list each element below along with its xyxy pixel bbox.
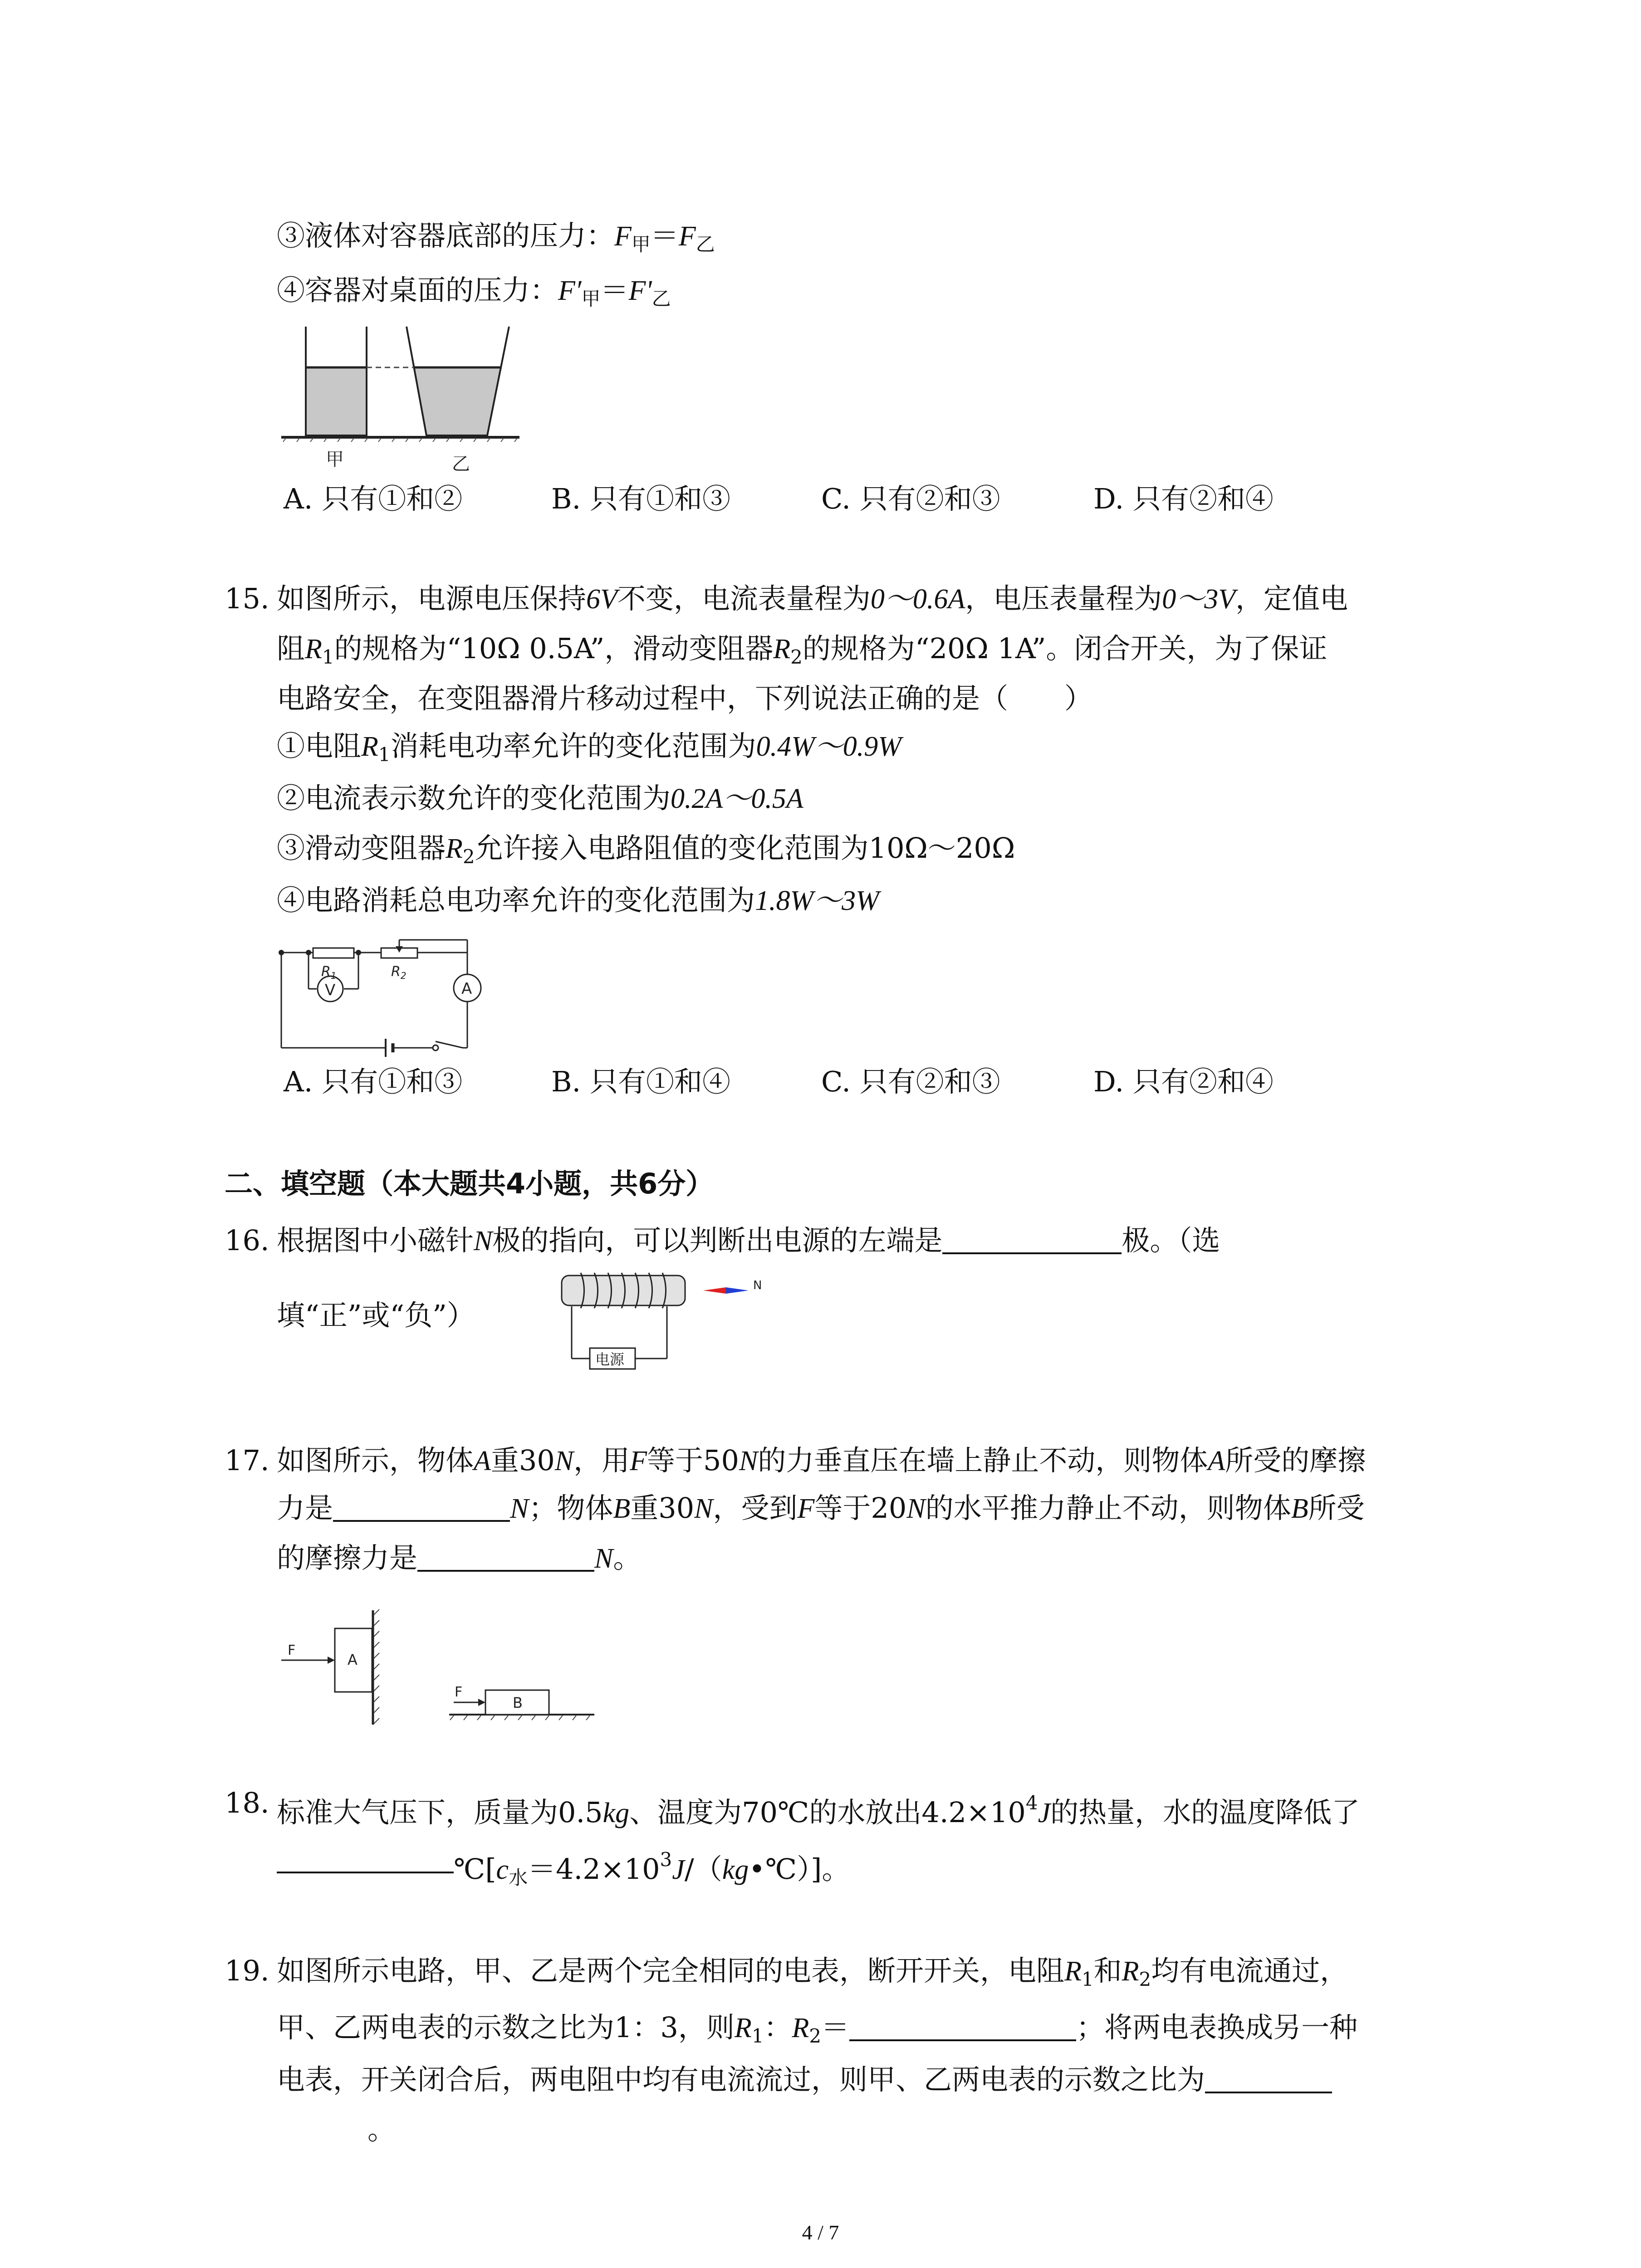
q14-item3: ③液体对容器底部的压力：$F_甲=F_乙$ [277,219,715,255]
q17-line3: 的摩擦力是 N。 [277,1540,641,1577]
q19-answer-blank-2[interactable] [1205,2062,1332,2093]
q15-circuit-figure [277,934,504,1061]
resistor-r1 [313,948,354,958]
q15-statement-3: ③滑动变阻器$R_2$允许接入电路阻值的变化范围为10Ω～20Ω [277,831,1015,868]
q14-option-b[interactable]: B. 只有①和③ [551,482,730,515]
force-label-a: F [288,1642,296,1658]
label-r2: $R_2$ [391,964,407,981]
q16-answer-blank[interactable] [942,1222,1122,1254]
left-container-liquid [306,367,367,435]
q15-statement-2: ②电流表示数允许的变化范围为0.2A～0.5A [277,782,803,815]
voltmeter-label: V [325,981,336,999]
q16-solenoid-figure [554,1266,789,1370]
q19-line2: 甲、乙两电表的示数之比为1：3，则$R_1$：$R_2=$ ；将两电表换成另一种 [277,2009,1357,2054]
q17-answer-blank-1[interactable] [333,1490,510,1522]
force-label-b: F [455,1684,463,1700]
q15-option-a[interactable]: A. 只有①和③ [284,1065,463,1098]
q19-number: 19. [225,1954,269,1987]
q17-line1: 如图所示，物体A重30N，用F等于50N的力垂直压在墙上静止不动，则物体A所受的摩擦 [277,1444,1366,1477]
label-r1: $R_1$ [321,964,337,981]
q16-line2: 填“正”或“负”） [277,1299,475,1332]
q14-option-d[interactable]: D. 只有②和④ [1093,482,1274,515]
q15-line1: 如图所示，电源电压保持6V不变，电流表量程为0～0.6A，电压表量程为0～3V，定值电 [277,582,1348,615]
q15-option-d[interactable]: D. 只有②和④ [1093,1065,1274,1098]
compass-needle-south [703,1287,726,1294]
q15-statement-4: ④电路消耗总电功率允许的变化范围为1.8W～3W [277,884,879,917]
q19-line1: 如图所示电路，甲、乙是两个完全相同的电表，断开开关，电阻$R_1$和$R_2$均有电流通过， [277,1954,1348,1990]
q14-option-a[interactable]: A. 只有①和② [284,482,463,515]
q15-line2: 阻$R_1$的规格为“10Ω 0.5A”，滑动变阻器$R_2$的规格为“20Ω 1A”。闭合开关，为了保证 [277,632,1327,668]
q18-number: 18. [225,1786,269,1819]
q15-option-b[interactable]: B. 只有①和④ [551,1065,730,1098]
q18-line2: $℃[c_水=4.2\times 10^3J/(kg•℃)]$。 [277,1842,850,1896]
q17-number: 17. [225,1444,269,1477]
q16-number: 16. [225,1224,269,1257]
label-yi: 乙 [452,454,470,474]
page-number: 4 / 7 [802,2221,839,2244]
compass-needle-north [726,1287,749,1294]
q14-option-c[interactable]: C. 只有②和③ [821,482,1000,515]
ammeter-label: A [461,980,472,998]
q14-container-figure [272,318,526,481]
needle-n-label: N [753,1279,762,1292]
q15-statement-1: ①电阻$R_1$消耗电功率允许的变化范围为0.4W～0.9W [277,729,901,766]
q15-number: 15. [225,582,269,615]
q17-answer-blank-2[interactable] [417,1540,594,1572]
q19-line4: 。 [367,2113,396,2146]
block-b-label: B [513,1694,523,1711]
q16-line1: 根据图中小磁针N极的指向，可以判断出电源的左端是 极。（选 [277,1222,1220,1259]
section-heading: 二、填空题（本大题共4小题，共6分） [225,1167,714,1200]
q18-line1: 标准大气压下，质量为0.5kg、温度为70℃的水放出$4.2\times 10^4J$的热量，水的温度降低了 [277,1792,1360,1829]
q19-line3: 电表，开关闭合后，两电阻中均有电流流过，则甲、乙两电表的示数之比为 [277,2062,1332,2098]
block-a-label: A [348,1651,358,1668]
power-source-label: 电源 [595,1351,625,1368]
q17-force-figure [272,1606,608,1728]
q15-option-c[interactable]: C. 只有②和③ [821,1065,1000,1098]
q15-line3: 电路安全，在变阻器滑片移动过程中，下列说法正确的是（ ） [277,682,1093,715]
q18-answer-blank[interactable] [277,1842,454,1873]
q19-answer-blank-1[interactable] [849,2009,1076,2041]
q14-item4: ④容器对桌面的压力：$F'_甲=F'_乙$ [277,274,671,310]
q17-line2: 力是 N；物体B重30N，受到F等于20N的水平推力静止不动，则物体B所受 [277,1490,1365,1527]
label-jia: 甲 [326,449,344,470]
